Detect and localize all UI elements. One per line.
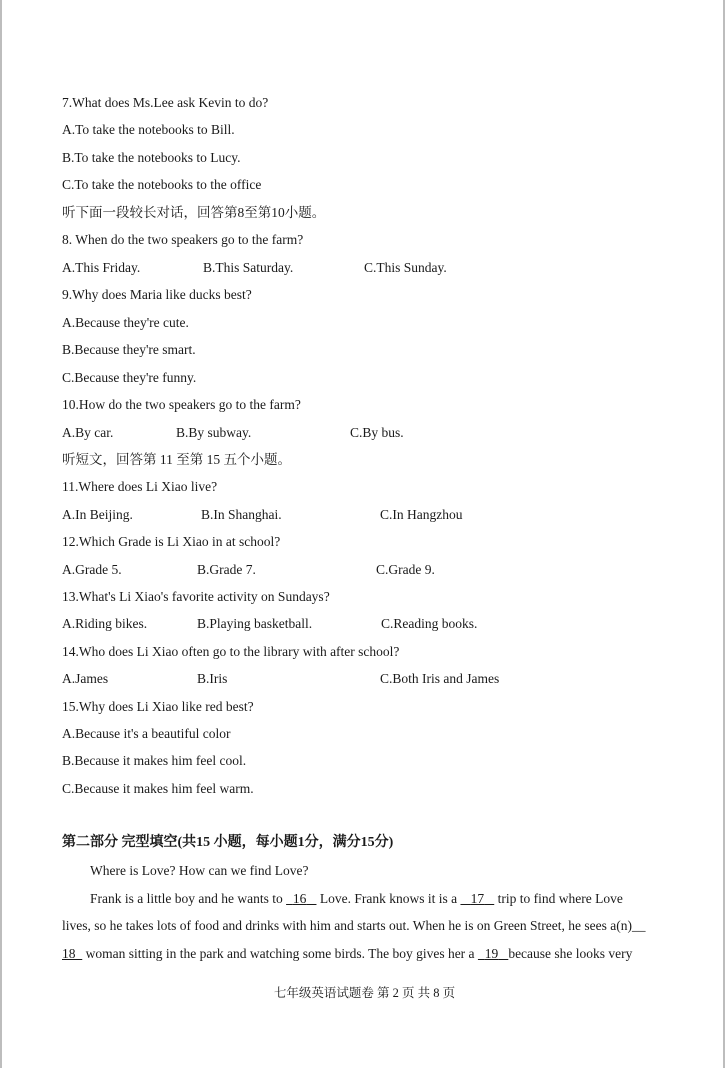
question-15: 15.Why does Li Xiao like red best? (62, 699, 254, 714)
q8-option-b: B.This Saturday. (203, 260, 294, 275)
q11-option-a: A.In Beijing. (62, 507, 133, 522)
q10-option-c: C.By bus. (350, 425, 404, 440)
q9-option-b: B.Because they're smart. (62, 342, 196, 357)
q9-option-a: A.Because they're cute. (62, 315, 189, 330)
question-11: 11.Where does Li Xiao live? (62, 479, 218, 494)
blank-17: 17 (470, 891, 485, 906)
q7-option-b: B.To take the notebooks to Lucy. (62, 150, 241, 165)
q12-option-b: B.Grade 7. (197, 562, 256, 577)
q14-option-c: C.Both Iris and James (380, 671, 500, 686)
q12-option-c: C.Grade 9. (376, 562, 435, 577)
q14-option-b: B.Iris (197, 671, 228, 686)
question-14: 14.Who does Li Xiao often go to the library with after school? (62, 644, 400, 659)
blank-16: 16 (292, 891, 307, 906)
q10-option-a: A.By car. (62, 425, 114, 440)
q12-option-a: A.Grade 5. (62, 562, 122, 577)
passage-line-2: lives, so he takes lots of food and drinks with him and starts out. When he is on Green Street, he sees a(n)__ (62, 918, 646, 933)
q13-option-b: B.Playing basketball. (197, 616, 313, 631)
q15-option-a: A.Because it's a beautiful color (62, 726, 231, 741)
question-7: 7.What does Ms.Lee ask Kevin to do? (62, 95, 269, 110)
q11-option-c: C.In Hangzhou (380, 507, 463, 522)
q7-option-c: C.To take the notebooks to the office (62, 177, 262, 192)
q8-option-c: C.This Sunday. (364, 260, 447, 275)
part2-title: 第二部分 完型填空(共15 小题，每小题1分，满分15分) (62, 835, 394, 850)
passage-text: Frank is a little boy and he wants to (90, 891, 287, 906)
q11-option-b: B.In Shanghai. (201, 507, 282, 522)
passage-line-1 (90, 890, 623, 908)
blank-19: 19 (484, 946, 499, 961)
question-12: 12.Which Grade is Li Xiao in at school? (62, 534, 281, 549)
blank-18: 18 (62, 946, 76, 961)
passage-text: trip to find where Love (494, 891, 623, 906)
question-9: 9.Why does Maria like ducks best? (62, 287, 252, 302)
question-8: 8. When do the two speakers go to the farm? (62, 232, 304, 247)
q8-option-a: A.This Friday. (62, 260, 141, 275)
instruction-11-15: 听短文，回答第 11 至第 15 五个小题。 (62, 452, 291, 467)
passage-text: because she looks very (508, 946, 633, 961)
q10-option-b: B.By subway. (176, 425, 252, 440)
question-13: 13.What's Li Xiao's favorite activity on Sundays? (62, 589, 330, 604)
q13-option-a: A.Riding bikes. (62, 616, 148, 631)
q13-option-c: C.Reading books. (381, 616, 478, 631)
instruction-8-10: 听下面一段较长对话，回答第8至第10小题。 (62, 205, 326, 220)
q14-option-a: A.James (62, 671, 109, 686)
q9-option-c: C.Because they're funny. (62, 370, 197, 385)
passage-line-3 (62, 945, 632, 963)
passage-text: Love. Frank knows it is a (316, 891, 461, 906)
passage-text: woman sitting in the park and watching some birds. The boy gives her a (82, 946, 478, 961)
question-10: 10.How do the two speakers go to the farm? (62, 397, 301, 412)
q7-option-a: A.To take the notebooks to Bill. (62, 122, 235, 137)
page-footer: 七年级英语试题卷 第 2 页 共 8 页 (273, 986, 456, 1000)
passage-heading: Where is Love? How can we find Love? (90, 863, 309, 878)
q15-option-c: C.Because it makes him feel warm. (62, 781, 254, 796)
q15-option-b: B.Because it makes him feel cool. (62, 753, 247, 768)
